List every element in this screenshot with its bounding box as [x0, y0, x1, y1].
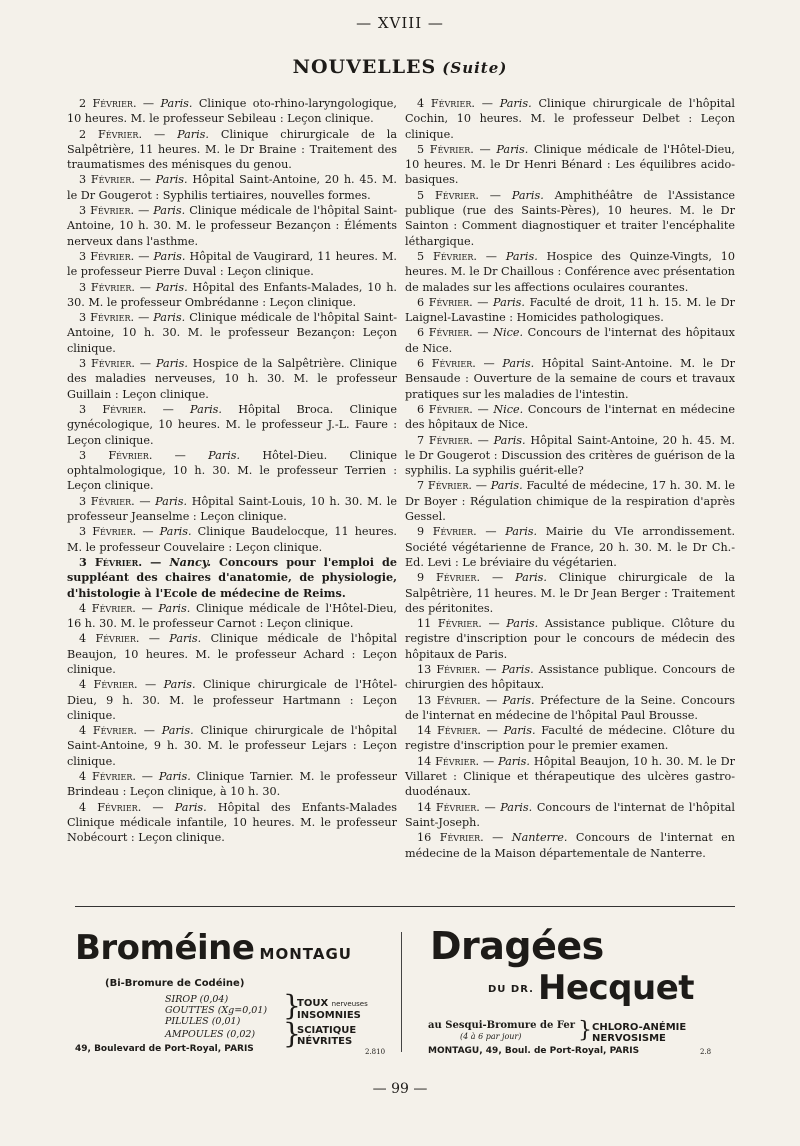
- entry-date: 3 Février.: [79, 280, 135, 294]
- entry-date: 3 Février.: [79, 357, 135, 371]
- entry-text: Clinique chirurgicale de l'hôpital Cochin, 10 heures. M. le professeur Delbet : Leçon clinique.: [405, 97, 735, 141]
- entry-date: 16 Février.: [417, 831, 484, 845]
- entry-city: Paris.: [493, 295, 525, 309]
- brace-icon: }: [283, 989, 301, 1022]
- entry-date: 4 Février.: [79, 601, 136, 615]
- entry-text: Hôpital de Vaugirard, 11 heures. M. le professeur Pierre Duval : Leçon clinique.: [67, 249, 397, 279]
- entry-city: Paris.: [503, 724, 536, 738]
- entry-date: 4 Février.: [79, 678, 138, 692]
- entry-date: 13 Février.: [417, 662, 481, 676]
- entry-text: Hôpital des Enfants-Malades Clinique médicale infantile, 10 heures. M. le professeur Nobécourt : Leçon clinique.: [67, 800, 397, 845]
- entry-text: Concours de l'internat des hôpitaux de Nice.: [405, 326, 735, 355]
- news-column-left: [67, 96, 397, 846]
- entry-date: 5 Février.: [417, 188, 479, 202]
- advert-dragees-hecquet: [410, 922, 735, 1062]
- entry-text: Hôtel-Dieu. Clinique ophtalmologique, 10 h. 30. M. le professeur Terrien : Leçon clinique.: [67, 448, 397, 493]
- news-entry: 7 Février. — Paris. Faculté de médecine, 17 h. 30. M. le Dr Boyer : Régulation chimique de la respiration d'après Gessel.: [405, 479, 735, 524]
- column-separator-line: [75, 906, 735, 907]
- news-entry: 3 Février. — Paris. Hospice de la Salpêtrière. Clinique des maladies nerveuses, 10 h. 30. M. le professeur Guillain : Leçon clinique.: [67, 357, 397, 401]
- page-number: — 99 —: [372, 1081, 428, 1097]
- entry-city: Paris.: [500, 800, 533, 814]
- dragees-address: MONTAGU, 49, Boul. de Port-Royal, PARIS: [428, 1046, 640, 1056]
- entry-date: 13 Février.: [417, 693, 481, 707]
- entry-text: Hôpital Saint-Louis, 10 h. 30. M. le professeur Jeanselme : Leçon clinique.: [67, 494, 397, 524]
- entry-date: 7 Février.: [417, 479, 472, 493]
- news-entry: 14 Février. — Paris. Concours de l'internat de l'hôpital Saint-Joseph.: [405, 800, 735, 829]
- news-entry: 4 Février. — Paris. Clinique chirurgicale de l'hôpital Saint-Antoine, 9 h. 30. M. le professeur Lejars : Leçon clinique.: [67, 724, 397, 768]
- entry-city: Paris.: [158, 601, 191, 615]
- entry-city: Paris.: [208, 448, 241, 462]
- bromeine-subtitle: (Bi-Bromure de Codéine): [105, 978, 245, 989]
- entry-date: 3 Février.: [79, 402, 147, 416]
- bromeine-brand: Broméine: [75, 928, 255, 968]
- entry-text: Clinique médicale de l'hôpital Saint-Antoine, 10 h. 30. M. le professeur Bezançon: Leçon clinique.: [67, 311, 397, 355]
- section-title: [0, 56, 800, 78]
- news-entry: 6 Février. — Nice. Concours de l'internat en médecine des hôpitaux de Nice.: [405, 402, 735, 432]
- brace-icon: }: [283, 1017, 301, 1050]
- news-entry: 5 Février. — Paris. Clinique médicale de l'Hôtel-Dieu, 10 heures. M. le Dr Henri Bénard : Les équilibres acido-basiques.: [405, 142, 735, 187]
- news-entry: 7 Février. — Paris. Hôpital Saint-Antoine, 20 h. 45. M. le Dr Gougerot : Discussion des critères de guérison de la syphilis. La syphilis guérit-elle?: [405, 433, 735, 478]
- entry-date: 11 Février.: [417, 617, 482, 631]
- bromeine-form: PILULES (0,01): [165, 1016, 241, 1027]
- news-entry: 2 Février. — Paris. Clinique chirurgicale de la Salpêtrière, 11 heures. M. le Dr Braine : Traitement des traumatismes des ménisques du genou.: [67, 127, 397, 172]
- entry-city: Paris.: [177, 127, 209, 141]
- entry-text: Hôpital Saint-Antoine. M. le Dr Bensaude : Ouverture de la semaine de cours et travaux pratiques sur les maladies de l'intestin.: [405, 357, 735, 401]
- entry-city: Paris.: [161, 724, 194, 738]
- news-entry: 4 Février. — Paris. Hôpital des Enfants-Malades Clinique médicale infantile, 10 heures. M. le professeur Nobécourt : Leçon clinique.: [67, 800, 397, 845]
- entry-date: 4 Février.: [79, 770, 136, 784]
- dragees-uses: [592, 1022, 686, 1044]
- news-entry: 6 Février. — Paris. Hôpital Saint-Antoine. M. le Dr Bensaude : Ouverture de la semaine de cours et travaux pratiques sur les maladies de l'intestin.: [405, 357, 735, 401]
- entry-city: Paris.: [153, 249, 186, 263]
- news-entry: 16 Février. — Nanterre. Concours de l'internat en médecine de la Maison départementale de Nanterre.: [405, 831, 735, 860]
- entry-text: Concours de l'internat en médecine des hôpitaux de Nice.: [405, 402, 735, 432]
- entry-text: Assistance publique. Clôture du registre d'inscription pour le concours de médecin des hôpitaux de Paris.: [405, 617, 735, 661]
- news-column-right: [405, 96, 735, 861]
- entry-city: Paris.: [153, 311, 186, 325]
- news-entry: 4 Février. — Paris. Clinique chirurgicale de l'hôpital Cochin, 10 heures. M. le professeur Delbet : Leçon clinique.: [405, 97, 735, 141]
- entry-text: Hôpital Broca. Clinique gynécologique, 10 heures. M. le professeur J.-L. Faure : Leçon clinique.: [67, 402, 397, 447]
- brace-icon: }: [578, 1018, 592, 1043]
- entry-text: Clinique chirurgicale de la Salpêtrière, 11 heures. M. le Dr Braine : Traitement des traumatismes des ménisques du genou.: [67, 127, 397, 172]
- entry-city: Paris.: [499, 97, 532, 110]
- entry-date: 4 Février.: [79, 724, 137, 738]
- entry-text: Clinique oto-rhino-laryngologique, 10 heures. M. le professeur Sebileau : Leçon clinique.: [67, 97, 397, 126]
- use-label: CHLORO-ANÉMIE: [592, 1022, 687, 1033]
- news-entry: 3 Février. — Paris. Clinique médicale de l'hôpital Saint-Antoine, 10 h. 30. M. le professeur Bezançon : Éléments nerveux dans l'asthme.: [67, 204, 397, 248]
- entry-city: Paris.: [501, 662, 534, 676]
- news-entry: 13 Février. — Paris. Préfecture de la Seine. Concours de l'internat en médecine de l'hôpital Paul Brousse.: [405, 693, 735, 722]
- entry-date: 5 Février.: [417, 142, 474, 156]
- entry-date: 9 Février.: [417, 525, 477, 539]
- entry-date: 14 Février.: [417, 800, 480, 814]
- entry-date: 2 Février.: [79, 127, 143, 141]
- dragees-prefix: DU DR.: [488, 984, 534, 995]
- entry-city: Nice.: [493, 402, 524, 416]
- entry-text: Assistance publique. Concours de chirurgien des hôpitaux.: [405, 662, 735, 692]
- dragees-composition: au Sesqui-Bromure de Fer: [428, 1020, 576, 1031]
- news-entry: 3 Février. — Paris. Hôpital Broca. Clinique gynécologique, 10 heures. M. le professeur J.-L. Faure : Leçon clinique.: [67, 402, 397, 447]
- hecquet-brand: Hecquet: [538, 968, 695, 1008]
- entry-city: Paris.: [155, 357, 188, 371]
- entry-city: Paris.: [502, 693, 535, 707]
- entry-text: Amphithéâtre de l'Assistance publique (rue des Saints-Pères), 10 heures. M. le Dr Sainton : Comment diagnostiquer et traiter l'encéphalite léthargique.: [405, 188, 735, 248]
- dragees-brand: Dragées: [430, 924, 604, 968]
- entry-city: Nancy.: [169, 554, 211, 569]
- entry-text: Mairie du VIe arrondissement. Société végétarienne de France, 20 h. 30. M. le Dr Ch.-Ed. Levi : Le bréviaire du végétarien.: [405, 525, 735, 569]
- news-entry: 4 Février. — Paris. Clinique médicale de l'Hôtel-Dieu, 16 h. 30. M. le professeur Carnot : Leçon clinique.: [67, 601, 397, 631]
- entry-text: Hôpital Saint-Antoine, 20 h. 45. M. le Dr Gougerot : Syphilis tertiaires, nouvelles formes.: [67, 173, 397, 202]
- entry-text: Clinique médicale de l'hôpital Saint-Antoine, 10 h. 30. M. le professeur Bezançon : Éléments nerveux dans l'asthme.: [67, 204, 397, 248]
- dragees-ref: 2.8: [700, 1048, 712, 1056]
- news-entry: 14 Février. — Paris. Hôpital Beaujon, 10 h. 30. M. le Dr Villaret : Clinique et thérapeutique des ulcères gastro-duodénaux.: [405, 754, 735, 799]
- news-entry: 3 Février. — Paris. Hôpital Saint-Louis, 10 h. 30. M. le professeur Jeanselme : Leçon clinique.: [67, 494, 397, 524]
- section-title-suffix: (Suite): [442, 59, 508, 77]
- entry-date: 3 Février.: [79, 173, 135, 187]
- bromeine-brand-suffix: MONTAGU: [259, 945, 352, 963]
- entry-text: Clinique médicale de l'hôpital Beaujon, 10 heures. M. le professeur Achard : Leçon clinique.: [67, 632, 397, 676]
- entry-city: Paris.: [496, 142, 529, 156]
- news-entry: 4 Février. — Paris. Clinique chirurgicale de l'Hôtel-Dieu, 9 h. 30. M. le professeur Hartmann : Leçon clinique.: [67, 678, 397, 722]
- dragees-dose: (4 à 6 par jour): [460, 1032, 522, 1041]
- use-label: TOUX: [297, 998, 329, 1009]
- entry-date: 6 Février.: [417, 295, 473, 309]
- use-label: NÉVRITES: [297, 1036, 353, 1047]
- bromeine-ref: 2.810: [365, 1048, 386, 1056]
- entry-city: Paris.: [502, 357, 535, 371]
- news-entry: 9 Février. — Paris. Mairie du VIe arrondissement. Société végétarienne de France, 20 h. 30. M. le Dr Ch.-Ed. Levi : Le bréviaire du végétarien.: [405, 525, 735, 569]
- entry-text: Hôpital des Enfants-Malades, 10 h. 30. M. le professeur Ombrédanne : Leçon clinique.: [67, 280, 397, 309]
- news-entry: 2 Février. — Paris. Clinique oto-rhino-laryngologique, 10 heures. M. le professeur Sebileau : Leçon clinique.: [67, 97, 397, 126]
- news-entry: 14 Février. — Paris. Faculté de médecine. Clôture du registre d'inscription pour le premier examen.: [405, 724, 735, 753]
- news-entry: 5 Février. — Paris. Hospice des Quinze-Vingts, 10 heures. M. le Dr Chaillous : Conférence avec présentation de malades sur les affections oculaires courantes.: [405, 249, 735, 294]
- entry-date: 3 Février.: [79, 554, 143, 569]
- entry-text: Préfecture de la Seine. Concours de l'internat en médecine de l'hôpital Paul Brousse.: [405, 693, 735, 722]
- advert-divider: [401, 932, 402, 1052]
- entry-city: Paris.: [511, 188, 544, 202]
- entry-date: 4 Février.: [79, 800, 142, 814]
- use-label-small: nerveuses: [331, 1000, 368, 1008]
- entry-text: Concours pour l'emploi de suppléant des chaires d'anatomie, de physiologie, d'histologie à l'Ecole de médecine de Reims.: [67, 554, 397, 600]
- entry-date: 2 Février.: [79, 97, 137, 110]
- news-entry: 9 Février. — Paris. Clinique chirurgicale de la Salpêtrière, 11 heures. M. le Dr Jean Berger : Traitement des péritonites.: [405, 571, 735, 615]
- news-entry: 3 Février. — Paris. Clinique médicale de l'hôpital Saint-Antoine, 10 h. 30. M. le professeur Bezançon: Leçon clinique.: [67, 311, 397, 355]
- entry-city: Paris.: [155, 494, 188, 508]
- entry-text: Clinique chirurgicale de l'hôpital Saint-Antoine, 9 h. 30. M. le professeur Lejars : Leçon clinique.: [67, 724, 397, 768]
- use-label: NERVOSISME: [592, 1033, 666, 1044]
- news-entry: 4 Février. — Paris. Clinique Tarnier. M. le professeur Brindeau : Leçon clinique, à 10 h. 30.: [67, 770, 397, 799]
- entry-city: Paris.: [490, 479, 523, 493]
- news-entry: 3 Février. — Nancy. Concours pour l'emploi de suppléant des chaires d'anatomie, de physiologie, d'histologie à l'Ecole de médecine de Reims.: [67, 554, 397, 600]
- news-entry: 4 Février. — Paris. Clinique médicale de l'hôpital Beaujon, 10 heures. M. le professeur Achard : Leçon clinique.: [67, 632, 397, 676]
- entry-date: 3 Février.: [79, 525, 137, 539]
- entry-date: 14 Février.: [417, 754, 480, 768]
- use-label: SCIATIQUE: [297, 1025, 357, 1036]
- entry-text: Concours de l'internat de l'hôpital Saint-Joseph.: [405, 800, 735, 829]
- entry-city: Paris.: [158, 770, 191, 784]
- bromeine-form: AMPOULES (0,02): [165, 1029, 256, 1040]
- bromeine-uses-1: [297, 998, 368, 1021]
- entry-text: Faculté de médecine, 17 h. 30. M. le Dr Boyer : Régulation chimique de la respiration d'après Gessel.: [405, 479, 735, 524]
- entry-text: Clinique Tarnier. M. le professeur Brindeau : Leçon clinique, à 10 h. 30.: [67, 770, 397, 799]
- news-entry: 6 Février. — Paris. Faculté de droit, 11 h. 15. M. le Dr Laignel-Lavastine : Homicides pathologiques.: [405, 295, 736, 325]
- entry-city: Paris.: [515, 571, 547, 585]
- entry-city: Paris.: [506, 617, 539, 631]
- entry-city: Paris.: [493, 433, 526, 447]
- entry-date: 9 Février.: [417, 571, 481, 585]
- entry-text: Hospice des Quinze-Vingts, 10 heures. M. le Dr Chaillous : Conférence avec présentation de malades sur les affections oculaires courantes.: [405, 249, 735, 294]
- entry-text: Clinique médicale de l'Hôtel-Dieu, 16 h. 30. M. le professeur Carnot : Leçon clinique.: [67, 601, 397, 631]
- news-entry: 3 Février. — Paris. Hôpital des Enfants-Malades, 10 h. 30. M. le professeur Ombrédanne : Leçon clinique.: [67, 280, 397, 309]
- entry-date: 3 Février.: [79, 448, 153, 462]
- entry-text: Clinique médicale de l'Hôtel-Dieu, 10 heures. M. le Dr Henri Bénard : Les équilibres acido-basiques.: [405, 142, 735, 187]
- section-title-text: NOUVELLES: [292, 56, 437, 78]
- entry-city: Paris.: [163, 678, 196, 692]
- bromeine-form: GOUTTES (Xg=0,01): [165, 1005, 268, 1016]
- bromeine-logo: [75, 928, 352, 968]
- entry-date: 7 Février.: [417, 433, 473, 447]
- news-entry: 13 Février. — Paris. Assistance publique. Concours de chirurgien des hôpitaux.: [405, 662, 735, 692]
- news-entry: 3 Février. — Paris. Hôpital de Vaugirard, 11 heures. M. le professeur Pierre Duval : Leçon clinique.: [67, 249, 397, 279]
- bromeine-address: 49, Boulevard de Port-Royal, PARIS: [75, 1044, 254, 1054]
- news-entry: 6 Février. — Nice. Concours de l'internat des hôpitaux de Nice.: [405, 326, 735, 355]
- news-entry: 3 Février. — Paris. Clinique Baudelocque, 11 heures. M. le professeur Couvelaire : Leçon clinique.: [67, 525, 397, 554]
- running-head: — XVIII —: [356, 14, 444, 32]
- entry-city: Paris.: [155, 173, 188, 187]
- news-entry: 11 Février. — Paris. Assistance publique. Clôture du registre d'inscription pour le concours de médecin des hôpitaux de Paris.: [405, 617, 735, 661]
- news-entry: 5 Février. — Paris. Amphithéâtre de l'Assistance publique (rue des Saints-Pères), 10 heures. M. le Dr Sainton : Comment diagnostiquer et traiter l'encéphalite léthargique.: [405, 188, 735, 248]
- use-label: INSOMNIES: [297, 1010, 361, 1021]
- entry-date: 3 Février.: [79, 249, 135, 263]
- entry-text: Clinique chirurgicale de l'Hôtel-Dieu, 9 h. 30. M. le professeur Hartmann : Leçon clinique.: [67, 678, 397, 722]
- entry-date: 3 Février.: [79, 204, 135, 218]
- entry-date: 5 Février.: [417, 249, 477, 263]
- entry-text: Faculté de médecine. Clôture du registre d'inscription pour le premier examen.: [405, 724, 735, 753]
- entry-date: 3 Février.: [79, 494, 135, 508]
- entry-date: 14 Février.: [417, 724, 481, 738]
- entry-text: Hôpital Saint-Antoine, 20 h. 45. M. le Dr Gougerot : Discussion des critères de guérison de la syphilis. La syphilis guérit-elle?: [405, 433, 735, 478]
- entry-city: Paris.: [498, 754, 530, 768]
- entry-text: Clinique Baudelocque, 11 heures. M. le professeur Couvelaire : Leçon clinique.: [67, 525, 397, 554]
- entry-text: Concours de l'internat en médecine de la Maison départementale de Nanterre.: [405, 831, 735, 860]
- entry-date: 6 Février.: [417, 402, 473, 416]
- entry-city: Paris.: [153, 204, 186, 218]
- entry-city: Paris.: [190, 402, 222, 416]
- entry-text: Hôpital Beaujon, 10 h. 30. M. le Dr Villaret : Clinique et thérapeutique des ulcères gastro-duodénaux.: [405, 754, 735, 799]
- entry-city: Paris.: [160, 97, 193, 110]
- entry-city: Paris.: [174, 800, 207, 814]
- entry-city: Paris.: [159, 525, 192, 539]
- entry-text: Hospice de la Salpêtrière. Clinique des maladies nerveuses, 10 h. 30. M. le professeur Guillain : Leçon clinique.: [67, 357, 397, 401]
- entry-city: Paris.: [155, 280, 188, 294]
- bromeine-uses-2: [297, 1025, 356, 1047]
- entry-date: 6 Février.: [417, 357, 476, 371]
- bromeine-form: SIROP (0,04): [165, 994, 229, 1005]
- entry-city: Paris.: [505, 525, 538, 539]
- entry-city: Nice.: [493, 326, 524, 340]
- entry-city: Paris.: [505, 249, 538, 263]
- entry-date: 4 Février.: [417, 97, 475, 110]
- entry-city: Paris.: [169, 632, 202, 646]
- advert-bromeine: [75, 922, 395, 1062]
- entry-date: 6 Février.: [417, 326, 473, 340]
- news-entry: 3 Février. — Paris. Hôpital Saint-Antoine, 20 h. 45. M. le Dr Gougerot : Syphilis tertiaires, nouvelles formes.: [67, 173, 397, 202]
- entry-date: 3 Février.: [79, 311, 135, 325]
- entry-text: Clinique chirurgicale de la Salpêtrière, 11 heures. M. le Dr Jean Berger : Traitement des péritonites.: [405, 571, 735, 615]
- entry-date: 4 Février.: [79, 632, 140, 646]
- news-entry: 3 Février. — Paris. Hôtel-Dieu. Clinique ophtalmologique, 10 h. 30. M. le professeur Terrien : Leçon clinique.: [67, 448, 397, 493]
- bromeine-forms: [165, 994, 267, 1040]
- entry-city: Nanterre.: [511, 831, 568, 845]
- entry-text: Faculté de droit, 11 h. 15. M. le Dr Laignel-Lavastine : Homicides pathologiques.: [405, 295, 736, 325]
